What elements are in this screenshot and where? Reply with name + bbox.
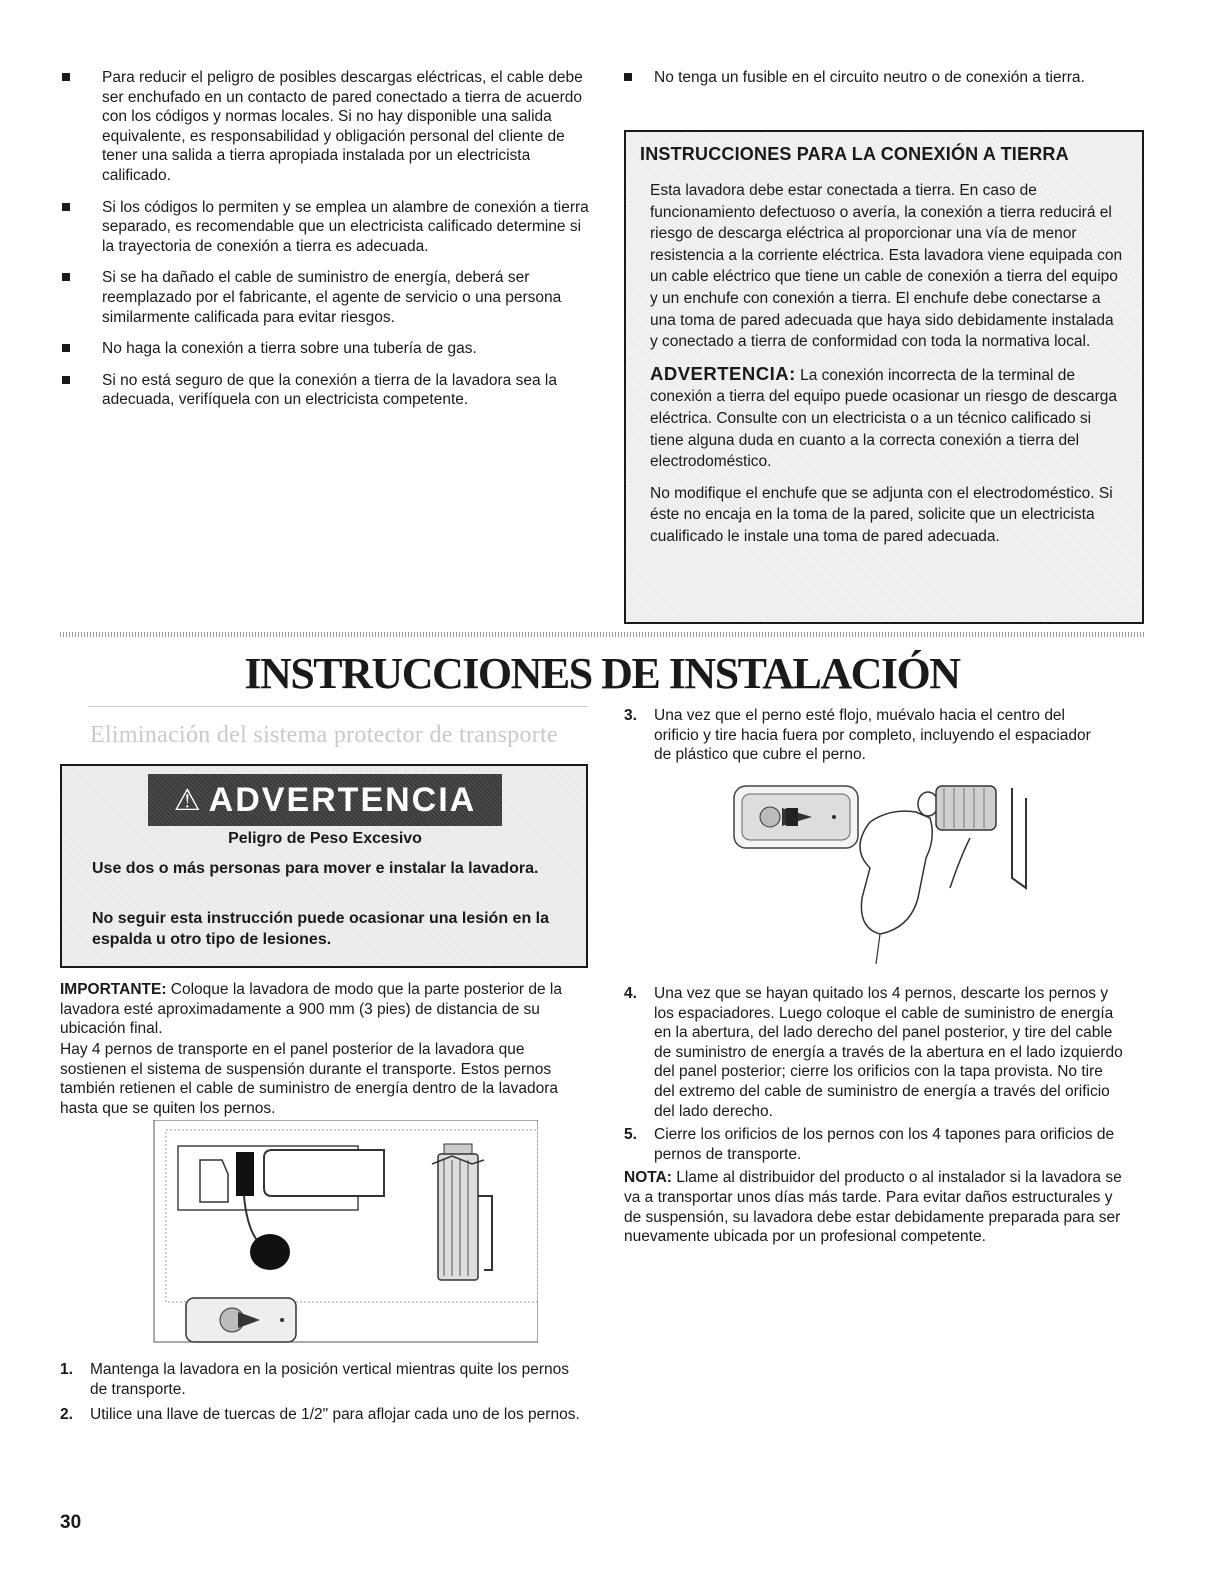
important-text: Coloque la lavadora de modo que la parte posterior de la lavadora esté aproximadamente a 900 mm (3 pies) de distancia de su ubicación final. [60,981,562,1038]
page-title: INSTRUCCIONES DE INSTALACIÓN [244,649,960,698]
safety-bullet-list [60,68,590,422]
bolt-removal-illustration [730,778,1040,968]
list-item [624,984,1124,1121]
step-text: Utilice una llave de tuercas de 1/2" para aflojar cada uno de los pernos. [90,1406,580,1424]
step-number: 1. [60,1361,73,1378]
step-text: Mantenga la lavadora en la posición vertical mientras quite los pernos de transporte. [90,1361,570,1398]
step-number: 4. [624,985,637,1002]
grounding-paragraph: No modifique el enchufe que se adjunta con el electrodoméstico. Si éste no encaja en la toma de la pared, solicite que un electricista cualificado le instale una toma de pared adecuada. [650,484,1113,545]
list-item [624,1125,1124,1164]
warning-line: No seguir esta instrucción puede ocasionar una lesión en la espalda u otro tipo de lesiones. [92,910,550,948]
grounding-paragraph: Esta lavadora debe estar conectada a tierra. En caso de funcionamiento defectuoso o avería, la conexión a tierra reducirá el riesgo de descarga eléctrica al proporcionar una vía de menor resistencia a la corriente eléctrica. Esta lavadora viene equipada con un cable eléctrico que tiene un cable de conexión a tierra del equipo y un enchufe con conexión a tierra. El enchufe debe conectarse a una toma de pared adecuada que haya sido debidamente instalada y conectado a tierra de conformidad con toda la normativa local. [650,182,1123,351]
subtitle-rule [88,706,588,707]
grounding-title: INSTRUCCIONES PARA LA CONEXIÓN A TIERRA [640,144,1069,164]
rear-panel-illustration [148,1120,538,1350]
important-paragraph [60,980,588,1039]
grounding-warning-paragraph [650,363,1124,473]
section-divider [60,632,1144,637]
warning-triangle-icon: ⚠ [173,783,203,817]
list-item: No tenga un fusible en el circuito neutro o de conexión a tierra. [622,68,1122,88]
steps-left [60,1360,590,1425]
grounding-instructions-box [624,130,1144,624]
step-text: Una vez que se hayan quitado los 4 pernos, descarte los pernos y los espaciadores. Luego coloque el cable de suministro de energía en la abertura, del lado derecho del panel posterior, y tire del cable de suministro de energía a través de la abertura en el lado izquierdo del panel posterior; cierre los orificios con la tapa provista. No tire del extremo del cable de suministro de energía a través del orificio del lado derecho. [654,985,1123,1120]
list-item: Si los códigos lo permiten y se emplea un alambre de conexión a tierra separado, es recomendable que un electricista calificado determine si la trayectoria de conexión a tierra es adecuada. [60,198,590,257]
list-item: Si se ha dañado el cable de suministro de energía, deberá ser reemplazado por el fabricante, el agente de servicio o una persona similarmente calificada para evitar riesgos. [60,268,590,327]
note-paragraph [624,1168,1124,1246]
note-text: Llame al distribuidor del producto o al instalador si la lavadora se va a transportar unos días más tarde. Para evitar daños estructurales y de suspensión, su lavadora debe estar debidamente preparada para ser nuevamente ubicada por un profesional competente. [624,1169,1122,1246]
warning-header-label: ADVERTENCIA [208,780,477,819]
warning-line: Use dos o más personas para mover e instalar la lavadora. [92,860,539,877]
weight-warning-box [60,764,588,968]
page-number: 30 [60,1512,82,1533]
list-item: Para reducir el peligro de posibles descargas eléctricas, el cable debe ser enchufado en un contacto de pared conectado a tierra de acuerdo con los códigos y normas locales. Si no hay disponible una salida equivalente, es responsabilidad y obligación personal del cliente de tener una salida a tierra apropiada instalada por un electricista calificado. [60,68,590,186]
note-label: NOTA: [624,1169,672,1187]
hazard-title: Peligro de Peso Excesivo [228,830,422,847]
step-3 [624,706,1104,765]
warning-header [148,774,502,826]
step-text: Cierre los orificios de los pernos con los 4 tapones para orificios de pernos de transporte. [654,1126,1115,1163]
step-number: 2. [60,1406,73,1424]
warning-label: ADVERTENCIA: [650,362,796,384]
steps-right [624,984,1124,1247]
step-number: 3. [624,707,637,724]
section-subtitle: Eliminación del sistema protector de transporte [90,722,558,748]
grounding-body [650,180,1124,558]
list-item: Si no está seguro de que la conexión a tierra de la lavadora sea la adecuada, verifíquela con un electricista competente. [60,371,590,410]
fuse-bullet-list [622,68,1122,100]
important-label: IMPORTANTE: [60,981,167,998]
list-item [624,706,1104,765]
step-text: Una vez que el perno esté flojo, muévalo hacia el centro del orificio y tire hacia fuera por completo, incluyendo el espaciador de plástico que cubre el perno. [654,707,1091,764]
list-item [60,1405,590,1425]
warning-text: La conexión incorrecta de la terminal de conexión a tierra del equipo puede ocasionar un riesgo de descarga eléctrica. Consulte con un electricista o a un técnico calificado si tiene alguna duda en cuanto a la correcta conexión a tierra del electrodoméstico. [650,366,1118,471]
bolts-paragraph: Hay 4 pernos de transporte en el panel posterior de la lavadora que sostienen el sistema de suspensión durante el transporte. Estos pernos también retienen el cable de suministro de energía dentro de la lavadora hasta que se quiten los pernos. [60,1041,559,1117]
list-item: No haga la conexión a tierra sobre una tubería de gas. [60,339,590,359]
list-item [60,1360,590,1399]
step-number: 5. [624,1126,637,1144]
